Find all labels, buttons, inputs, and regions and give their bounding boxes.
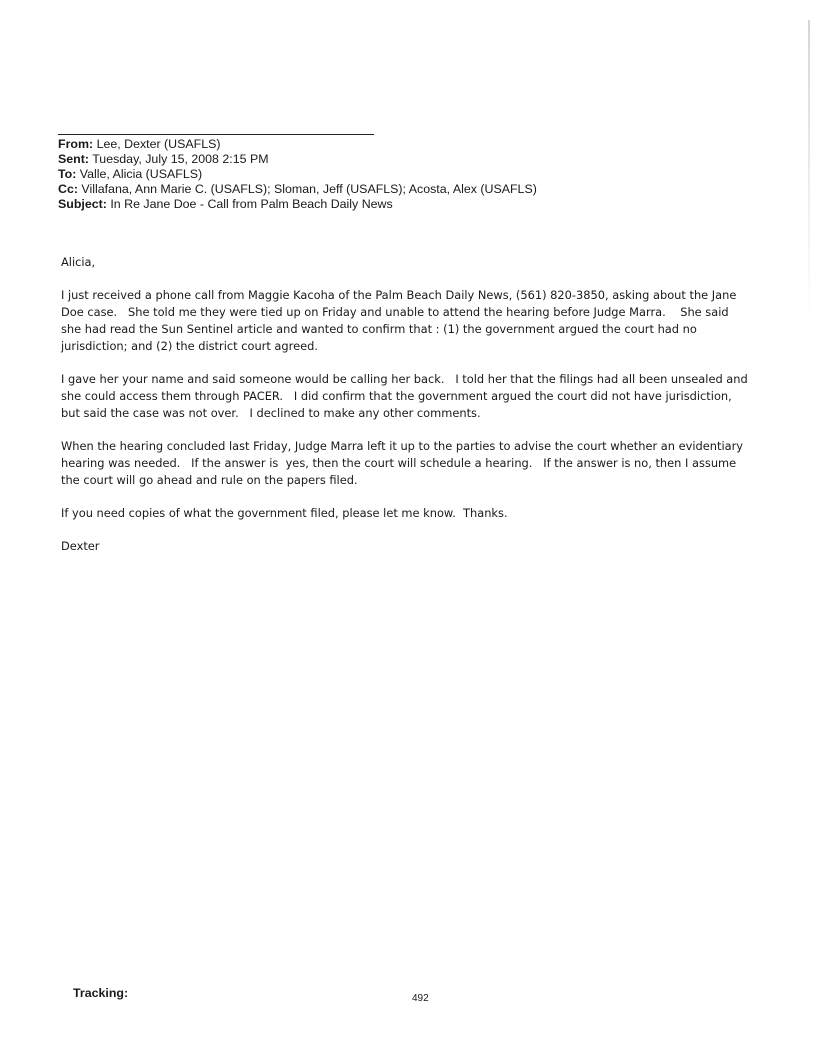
email-body (61, 254, 751, 571)
scan-edge-shadow (808, 20, 810, 320)
signature: Dexter (61, 539, 100, 553)
email-header (58, 137, 778, 212)
to-line (58, 167, 778, 182)
body-paragraph: I just received a phone call from Maggie Kacoha of the Palm Beach Daily News, (561) 820-3850, asking about the Jane Doe case. She told me they were tied up on Friday and unable to attend the hearing before Judge Marra. She said she had read the Sun Sentinel article and wanted to confirm that : (1) the government argued the court had no jurisdiction; and (2) the district court agreed. (61, 288, 740, 353)
from-label: From: (58, 137, 94, 151)
to-label: To: (58, 167, 77, 181)
tracking-label: Tracking: (73, 986, 129, 1000)
cc-line (58, 182, 778, 197)
to-value: Valle, Alicia (USAFLS) (79, 167, 203, 181)
body-paragraph: If you need copies of what the government filed, please let me know. Thanks. (61, 506, 508, 520)
sent-value: Tuesday, July 15, 2008 2:15 PM (92, 152, 269, 166)
body-paragraph: I gave her your name and said someone would be calling her back. I told her that the filings had all been unsealed and she could access them through PACER. I did confirm that the government argued the court did not have jurisdiction, but said the case was not over. I declined to make any other comments. (61, 372, 752, 420)
sent-label: Sent: (58, 152, 89, 166)
from-line (58, 137, 778, 152)
subject-line (58, 197, 778, 212)
greeting: Alicia, (61, 255, 96, 269)
subject-value: In Re Jane Doe - Call from Palm Beach Daily News (110, 197, 393, 211)
header-divider (58, 134, 374, 135)
from-value: Lee, Dexter (USAFLS) (96, 137, 221, 151)
cc-label: Cc: (58, 182, 78, 196)
subject-label: Subject: (58, 197, 107, 211)
cc-value: Villafana, Ann Marie C. (USAFLS); Sloman, Jeff (USAFLS); Acosta, Alex (USAFLS) (81, 182, 537, 196)
sent-line (58, 152, 778, 167)
page-number: 492 (412, 993, 429, 1004)
body-paragraph: When the hearing concluded last Friday, Judge Marra left it up to the parties to advise the court whether an evidentiary hearing was needed. If the answer is yes, then the court will schedule a hearing. If the answer is no, then I assume the court will go ahead and rule on the papers filed. (61, 439, 747, 487)
